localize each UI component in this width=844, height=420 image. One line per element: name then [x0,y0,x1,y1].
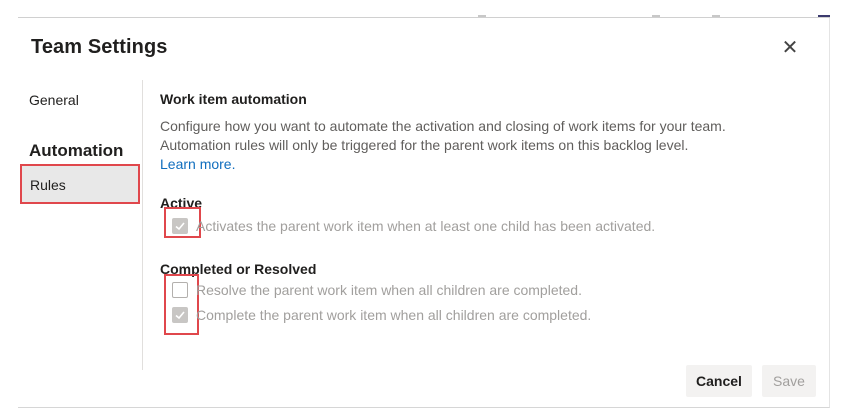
cancel-button[interactable]: Cancel [686,365,752,397]
nav-item-general[interactable]: General [29,92,79,108]
nav-section-automation: Automation [29,141,124,160]
description-line-2: Automation rules will only be triggered for the parent work items on this backlog level. [160,137,689,153]
nav-item-rules[interactable] [20,164,140,204]
active-group-heading: Active [160,195,203,211]
active-rule-label: Activates the parent work item when at least one child has been activated. [196,218,656,234]
team-settings-dialog [18,18,830,408]
background-tick [652,15,660,17]
checkmark-icon [174,309,186,321]
save-button[interactable]: Save [762,365,816,397]
nav-item-rules-label: Rules [30,177,66,193]
background-tick [478,15,486,17]
dialog-title: Team Settings [31,36,168,58]
background-accent-mark [818,15,830,17]
checkmark-icon [174,220,186,232]
nav-divider [142,80,143,370]
complete-rule-label: Complete the parent work item when all children are completed. [196,307,592,323]
resolve-rule-label: Resolve the parent work item when all children are completed. [196,282,582,298]
complete-rule-checkbox[interactable] [172,307,188,323]
completed-group-heading: Completed or Resolved [160,261,317,277]
description-line-1: Configure how you want to automate the activation and closing of work items for your team. [160,118,726,134]
learn-more-link[interactable]: Learn more. [160,156,236,172]
resolve-rule-checkbox[interactable] [172,282,188,298]
section-title: Work item automation [160,91,307,107]
close-icon[interactable]: ✕ [781,37,799,59]
background-tick [712,15,720,17]
active-rule-checkbox[interactable] [172,218,188,234]
